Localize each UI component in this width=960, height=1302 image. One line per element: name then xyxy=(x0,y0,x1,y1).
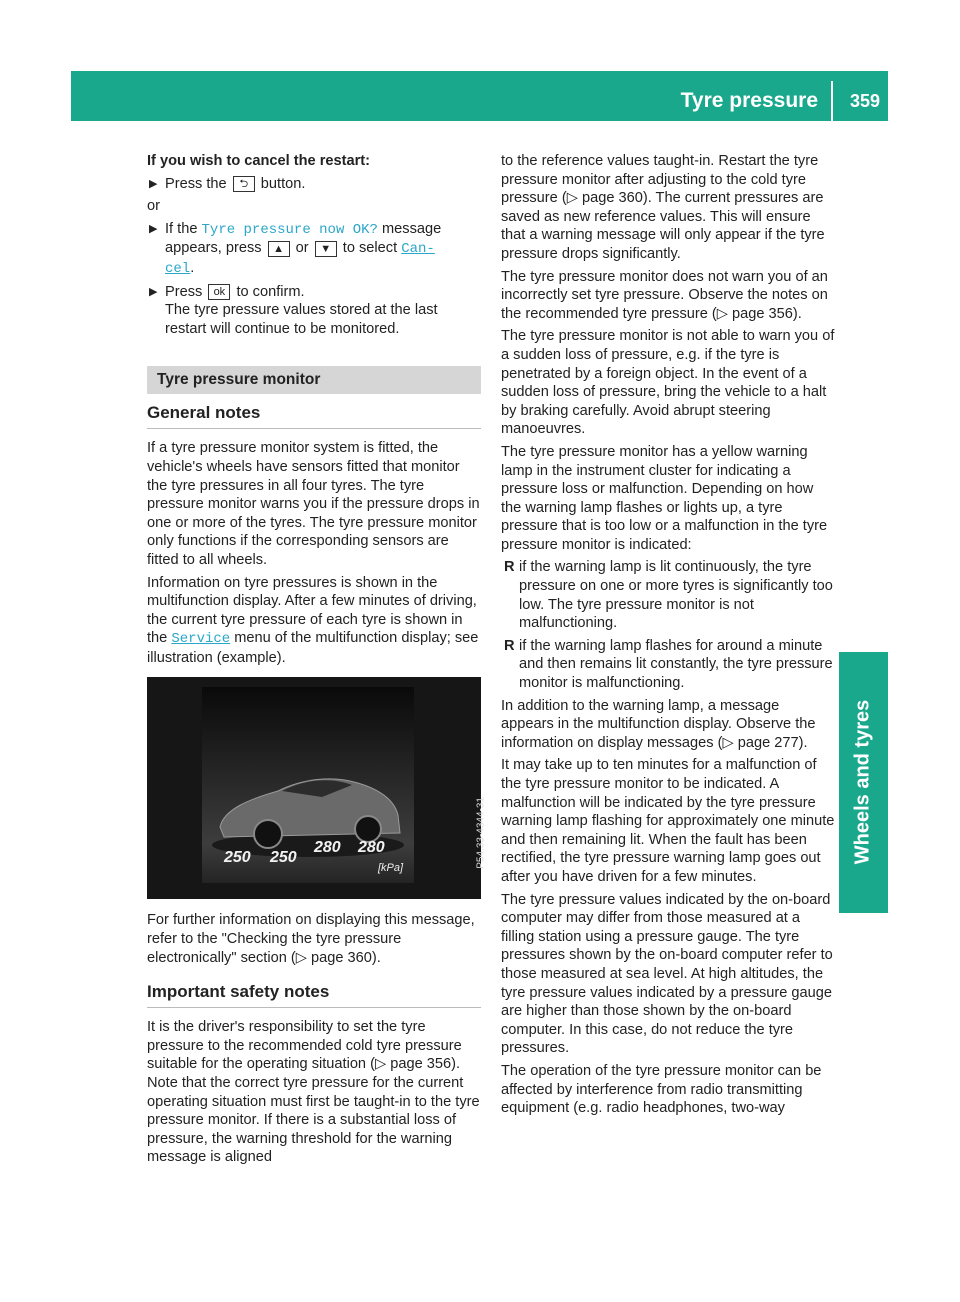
cancel-heading: If you wish to cancel the restart: xyxy=(147,153,371,169)
chapter-tab-label: Wheels and tyres xyxy=(851,699,874,865)
header-title: Tyre pressure xyxy=(680,89,818,112)
right-p3: The tyre pressure monitor is not able to warn you of a sudden loss of pressure, e.g. if the tyre is penetrated by a foreign object. In the event of a sudden loss of pressure, bring the vehicle to a halt by braking carefully. Avoid abrupt steering manoeuvres. xyxy=(501,328,835,438)
safety-heading: Important safety notes xyxy=(147,982,330,1002)
right-p2: The tyre pressure monitor does not warn you of an incorrectly set tyre pressure. Observe the notes on the recommended tyre pressure (▷ page 356). xyxy=(501,268,828,322)
right-p1: to the reference values taught-in. Restart the tyre pressure monitor after adjusting to the cold tyre pressure (▷ page 360). The current pressures are saved as new reference values. This will ensure that a warning message will only appear if the tyre pressure drops significantly. xyxy=(501,153,825,262)
figure-code: P54.33-4344-31 xyxy=(476,797,487,870)
cancel-option: Can‑ xyxy=(401,241,435,258)
step-arrow-icon: ▶ xyxy=(149,285,158,298)
tyre-pressure-front-right: 280 xyxy=(314,839,341,857)
back-key-icon: ⮌ xyxy=(233,176,255,192)
list-item: R if the warning lamp is lit continuously, the tyre pressure on one or more tyres is significantly too low. The tyre pressure monitor is not malfunctioning. xyxy=(504,559,833,632)
general-notes-heading: General notes xyxy=(147,403,261,423)
safety-p1: It is the driver's responsibility to set the tyre pressure to the recommended cold tyre pressure suitable for the operating situation (▷ page 356). Note that the correct tyre pressure for the current operating situation must first be taught-in to the tyre pressure monitor. If there is a substantial loss of pressure, the warning threshold for the warning message is aligned xyxy=(147,1019,480,1166)
bullet-icon: R xyxy=(504,559,515,576)
left-column xyxy=(147,152,487,1171)
section-title: Tyre pressure monitor xyxy=(147,366,481,394)
list-item: R if the warning lamp flashes for around a minute and then remains lit constantly, the tyre pressure monitor is malfunctioning. xyxy=(504,637,833,692)
right-p7: The tyre pressure values indicated by the on-board computer may differ from those measured at a filling station using a pressure gauge. The tyre pressures shown by the on-board computer refer to those measured at sea level. At high altitudes, the tyre pressure values indicated by a pressure gauge are higher than those shown by the on-board computer. In this case, do not reduce the tyre pressures. xyxy=(501,891,833,1057)
page-header xyxy=(71,71,888,121)
right-p5: In addition to the warning lamp, a message appears in the multifunction display. Observe the information on display messages (▷ page 277). xyxy=(501,697,816,751)
step-confirm: ▶ Press ok to confirm. The tyre pressure values stored at the last restart will continue to be monitored. xyxy=(149,283,438,337)
tyre-pressure-rear-right: 280 xyxy=(358,839,385,857)
right-p4: The tyre pressure monitor has a yellow warning lamp in the instrument cluster for indicating a pressure loss or malfunction. Depending on how the warning lamp flashes or lights up, a tyre pressure that is too low or a malfunction in the tyre pressure monitor is indicated: xyxy=(501,443,828,553)
heading-rule xyxy=(147,428,481,429)
right-column xyxy=(501,152,835,1122)
service-menu-label: Service xyxy=(171,631,231,648)
page-number: 359 xyxy=(849,91,880,111)
display-message: Tyre pressure now OK? xyxy=(201,221,378,238)
bullet-icon: R xyxy=(504,637,515,654)
step-press-back: ▶ Press the ⮌ button. xyxy=(149,175,306,192)
tyre-pressure-rear-left: 250 xyxy=(270,849,297,867)
right-p6: It may take up to ten minutes for a malfunction of the tyre pressure monitor to be indicated. A malfunction will be indicated by the tyre pressure warning lamp flashing for approximately one minute and then remaining lit. When the fault has been rectified, the tyre pressure warning lamp goes out after you have driven for a few minutes. xyxy=(501,757,835,885)
multifunction-display-figure xyxy=(147,677,487,899)
step-arrow-icon: ▶ xyxy=(149,177,158,190)
heading-rule xyxy=(147,1007,481,1008)
ok-key-icon: ok xyxy=(208,284,230,300)
cancel-option-cont: cel xyxy=(165,260,191,277)
step-arrow-icon: ▶ xyxy=(149,222,158,235)
step-select-cancel: ▶ If the Tyre pressure now OK? message appears, press ▲ or ▼ to select Can‑ cel. xyxy=(149,220,442,277)
general-notes-p2: Information on tyre pressures is shown in the multifunction display. After a few minutes of driving, the current tyre pressure of each tyre is shown in the Service menu of the multifunction display; see illustration (example). xyxy=(147,574,479,666)
chapter-tab xyxy=(839,652,888,913)
or-text: or xyxy=(147,198,160,215)
tyre-pressure-front-left: 250 xyxy=(224,849,251,867)
header-divider xyxy=(831,81,833,121)
general-notes-p1: If a tyre pressure monitor system is fitted, the vehicle's wheels have sensors fitted that monitor the tyre pressures in all four tyres. The tyre pressure monitor warns you if the pressure drops in one or more of the tyres. The tyre pressure monitor only functions if the corresponding sensors are fitted to all wheels. xyxy=(147,440,480,568)
right-p8: The operation of the tyre pressure monitor can be affected by interference from radio transmitting equipment (e.g. radio headphones, two-way xyxy=(501,1062,822,1117)
pressure-unit: [kPa] xyxy=(378,862,404,875)
display-screen xyxy=(202,687,414,883)
further-info: For further information on displaying this message, refer to the "Checking the tyre pressure electronically" section (▷ page 360). xyxy=(147,912,475,966)
up-key-icon: ▲ xyxy=(268,241,290,257)
down-key-icon: ▼ xyxy=(315,241,337,257)
